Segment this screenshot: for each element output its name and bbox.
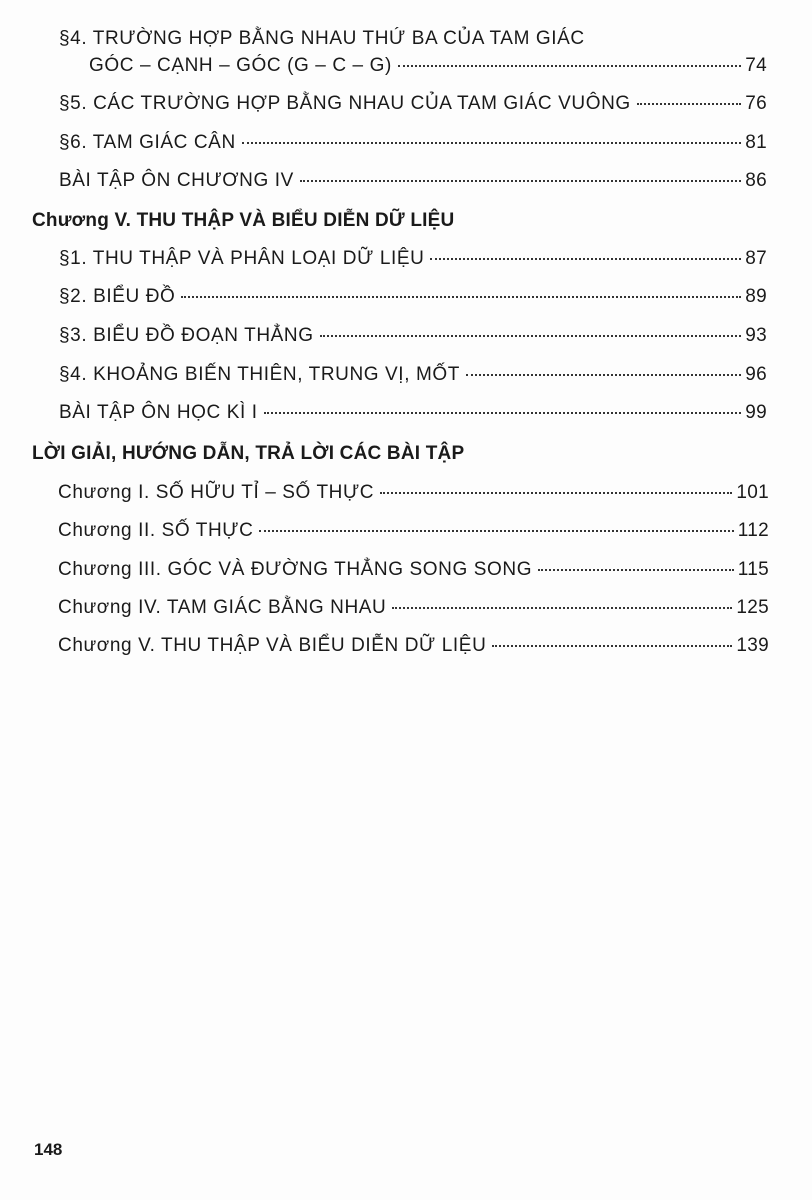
dot-leader [320, 335, 742, 337]
dot-leader [466, 374, 741, 376]
toc-entry-label: §3. BIỂU ĐỒ ĐOẠN THẲNG [59, 325, 314, 346]
toc-entry-ch5-sec1 [59, 248, 767, 270]
dot-leader [538, 569, 734, 571]
toc-entry-ch4-sec6 [59, 132, 767, 154]
toc-entry-ch5-sec2 [59, 286, 767, 308]
toc-entry-label: §6. TAM GIÁC CÂN [59, 132, 236, 153]
toc-entry-label: §1. THU THẬP VÀ PHÂN LOẠI DỮ LIỆU [59, 248, 425, 269]
toc-page-number: 76 [745, 93, 767, 114]
toc-page-number: 96 [745, 364, 767, 385]
dot-leader [380, 492, 732, 494]
toc-page-number: 87 [745, 248, 767, 269]
toc-entry-ch4-sec5 [59, 93, 767, 115]
toc-page-number: 125 [736, 597, 769, 618]
toc-entry-label: BÀI TẬP ÔN CHƯƠNG IV [59, 170, 294, 191]
dot-leader [392, 607, 732, 609]
toc-entry-label: GÓC – CẠNH – GÓC (G – C – G) [89, 55, 392, 76]
toc-entry-label: BÀI TẬP ÔN HỌC KÌ I [59, 402, 258, 423]
toc-page-number: 86 [745, 170, 767, 191]
toc-entry-ch4-sec4 [59, 28, 767, 50]
toc-entry-label: Chương I. SỐ HỮU TỈ – SỐ THỰC [58, 482, 375, 503]
toc-entry-ch4-sec4-continued [89, 55, 767, 77]
toc-entry-answers-ch2 [58, 520, 769, 542]
toc-entry-label: §4. KHOẢNG BIẾN THIÊN, TRUNG VỊ, MỐT [59, 364, 460, 385]
toc-page-number: 74 [745, 55, 767, 76]
dot-leader [242, 142, 741, 144]
dot-leader [492, 645, 732, 647]
toc-entry-ch4-review [59, 170, 767, 192]
toc-page-number: 93 [745, 325, 767, 346]
dot-leader [264, 412, 742, 414]
toc-entry-answers-ch4 [58, 597, 769, 619]
dot-leader [637, 103, 741, 105]
toc-page-number: 112 [737, 520, 769, 541]
answers-heading: LỜI GIẢI, HƯỚNG DẪN, TRẢ LỜI CÁC BÀI TẬP [32, 443, 465, 464]
toc-entry-label: §2. BIỂU ĐỒ [59, 286, 176, 307]
toc-entry-label: Chương II. SỐ THỰC [58, 520, 254, 541]
dot-leader [398, 65, 741, 67]
toc-entry-answers-ch5 [58, 635, 769, 657]
toc-page-number: 101 [736, 482, 769, 503]
toc-entry-ch5-review [59, 402, 767, 424]
toc-entry-ch5-sec4 [59, 364, 767, 386]
toc-entry-label: §4. TRƯỜNG HỢP BẰNG NHAU THỨ BA CỦA TAM GIÁC [59, 28, 585, 49]
toc-page-number: 89 [745, 286, 767, 307]
dot-leader [300, 180, 741, 182]
toc-entry-label: Chương V. THU THẬP VÀ BIỂU DIỄN DỮ LIỆU [58, 635, 487, 656]
toc-page-number: 139 [736, 635, 769, 656]
dot-leader [259, 530, 733, 532]
chapter-heading-ch5: Chương V. THU THẬP VÀ BIỂU DIỄN DỮ LIỆU [32, 210, 455, 231]
toc-page-number: 99 [745, 402, 767, 423]
page-number: 148 [34, 1140, 63, 1159]
toc-entry-label: Chương IV. TAM GIÁC BẰNG NHAU [58, 597, 387, 618]
toc-entry-answers-ch1 [58, 482, 769, 504]
toc-page-number: 115 [737, 559, 769, 580]
dot-leader [181, 296, 741, 298]
toc-entry-label: §5. CÁC TRƯỜNG HỢP BẰNG NHAU CỦA TAM GIÁC VUÔNG [59, 93, 631, 114]
toc-entry-ch5-sec3 [59, 325, 767, 347]
toc-page-number: 81 [745, 132, 767, 153]
toc-entry-answers-ch3 [58, 559, 769, 581]
dot-leader [430, 258, 741, 260]
toc-entry-label: Chương III. GÓC VÀ ĐƯỜNG THẲNG SONG SONG [58, 559, 533, 580]
